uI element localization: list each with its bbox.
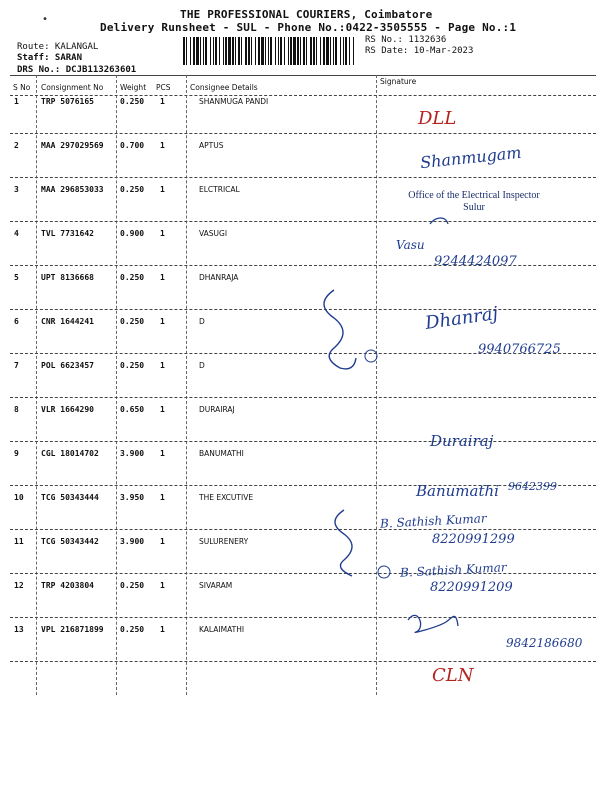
row-sno: 3 bbox=[14, 185, 19, 194]
row-pcs: 1 bbox=[160, 625, 165, 634]
row-pcs: 1 bbox=[160, 361, 165, 370]
barcode-bar bbox=[280, 37, 282, 65]
row-pcs: 1 bbox=[160, 141, 165, 150]
barcode-bar bbox=[300, 37, 301, 65]
barcode-bar bbox=[330, 37, 331, 65]
row-consignment-no: TCG 50343444 bbox=[41, 493, 99, 502]
header-pcs: PCS bbox=[156, 83, 171, 92]
row-sno: 13 bbox=[14, 625, 24, 634]
row-consignee: ELCTRICAL bbox=[199, 185, 240, 194]
barcode-bar bbox=[186, 37, 187, 65]
table-row bbox=[10, 97, 596, 141]
barcode-bar bbox=[320, 37, 321, 65]
handwritten-phone: 9642399 bbox=[508, 480, 557, 493]
barcode bbox=[183, 37, 355, 65]
handwritten-phone: 9842186680 bbox=[506, 636, 583, 650]
barcode-bar bbox=[203, 37, 204, 65]
handwritten-signature: CLN bbox=[432, 665, 474, 686]
barcode-bar bbox=[228, 37, 231, 65]
row-pcs: 1 bbox=[160, 493, 165, 502]
header-underline bbox=[10, 95, 596, 96]
row-divider bbox=[10, 397, 596, 398]
handwritten-phone: 9940766725 bbox=[478, 342, 561, 357]
row-consignment-no: CGL 18014702 bbox=[41, 449, 99, 458]
runsheet-table bbox=[10, 75, 596, 695]
row-weight: 0.250 bbox=[120, 361, 145, 370]
handwritten-signature: DLL bbox=[418, 108, 457, 129]
barcode-bar bbox=[335, 37, 337, 65]
barcode-bar bbox=[326, 37, 329, 65]
barcode-bar bbox=[284, 37, 285, 65]
barcode-bar bbox=[275, 37, 276, 65]
handwritten-signature: Vasu bbox=[396, 238, 425, 252]
barcode-bar bbox=[223, 37, 224, 65]
row-divider bbox=[10, 661, 596, 662]
row-consignment-no: MAA 296853033 bbox=[41, 185, 104, 194]
header-consignment: Consignment No bbox=[41, 83, 104, 92]
handwritten-signature: Shanmugam bbox=[419, 142, 523, 173]
row-weight: 0.700 bbox=[120, 141, 145, 150]
barcode-bar bbox=[232, 37, 234, 65]
barcode-bar bbox=[213, 37, 214, 65]
row-pcs: 1 bbox=[160, 229, 165, 238]
table-row bbox=[10, 493, 596, 537]
barcode-bar bbox=[323, 37, 325, 65]
barcode-bar bbox=[193, 37, 195, 65]
drs-number: DRS No.: DCJB113263601 bbox=[17, 65, 137, 75]
row-weight: 3.900 bbox=[120, 449, 145, 458]
row-consignee: THE EXCUTIVE bbox=[199, 493, 254, 502]
row-sno: 11 bbox=[14, 537, 24, 546]
barcode-bar bbox=[196, 37, 199, 65]
row-consignment-no: MAA 297029569 bbox=[41, 141, 104, 150]
barcode-bar bbox=[313, 37, 315, 65]
row-consignee: D bbox=[199, 361, 205, 370]
stamp-line: Office of the Electrical Inspector bbox=[408, 190, 540, 201]
table-row bbox=[10, 405, 596, 449]
barcode-bar bbox=[255, 37, 256, 65]
handwritten-signature: Dhanraj bbox=[423, 303, 500, 334]
row-consignee: SULURENERY bbox=[199, 537, 249, 546]
row-pcs: 1 bbox=[160, 317, 165, 326]
row-consignee: D bbox=[199, 317, 205, 326]
barcode-bar bbox=[215, 37, 217, 65]
row-weight: 0.900 bbox=[120, 229, 145, 238]
row-consignment-no: VPL 216871899 bbox=[41, 625, 104, 634]
row-sno: 7 bbox=[14, 361, 19, 370]
row-weight: 0.250 bbox=[120, 625, 145, 634]
row-sno: 9 bbox=[14, 449, 19, 458]
barcode-bar bbox=[303, 37, 305, 65]
handwritten-signature: Banumathi bbox=[416, 482, 499, 500]
table-row bbox=[10, 361, 596, 405]
handwritten-phone: 8220991209 bbox=[430, 580, 513, 595]
barcode-bar bbox=[349, 37, 350, 65]
row-pcs: 1 bbox=[160, 97, 165, 106]
barcode-bar bbox=[183, 37, 185, 65]
row-consignee: SIVARAM bbox=[199, 581, 233, 590]
row-pcs: 1 bbox=[160, 537, 165, 546]
row-weight: 3.950 bbox=[120, 493, 145, 502]
row-weight: 0.250 bbox=[120, 273, 145, 282]
row-sno: 10 bbox=[14, 493, 24, 502]
barcode-bar bbox=[261, 37, 264, 65]
row-pcs: 1 bbox=[160, 273, 165, 282]
row-divider bbox=[10, 309, 596, 310]
stamp-line: Sulur bbox=[463, 202, 485, 213]
runsheet-title: Delivery Runsheet - SUL - Phone No.:0422-3505555 - Page No.:1 bbox=[100, 21, 517, 34]
barcode-bar bbox=[353, 37, 354, 65]
handwritten-name: B. Sathish Kumar bbox=[399, 560, 507, 580]
row-weight: 0.250 bbox=[120, 185, 145, 194]
handwritten-name: B. Sathish Kumar bbox=[379, 511, 487, 531]
row-weight: 0.250 bbox=[120, 97, 145, 106]
barcode-bar bbox=[278, 37, 279, 65]
row-consignment-no: POL 6623457 bbox=[41, 361, 94, 370]
row-sno: 6 bbox=[14, 317, 19, 326]
barcode-bar bbox=[200, 37, 201, 65]
row-consignee: SHANMUGA PANDI bbox=[199, 97, 269, 106]
barcode-bar bbox=[241, 37, 242, 65]
barcode-bar bbox=[340, 37, 341, 65]
barcode-bar bbox=[248, 37, 250, 65]
row-consignment-no: TVL 7731642 bbox=[41, 229, 94, 238]
row-divider bbox=[10, 441, 596, 442]
row-consignment-no: VLR 1664290 bbox=[41, 405, 94, 414]
row-sno: 12 bbox=[14, 581, 24, 590]
row-divider bbox=[10, 573, 596, 574]
barcode-bar bbox=[288, 37, 289, 65]
row-pcs: 1 bbox=[160, 405, 165, 414]
barcode-bar bbox=[251, 37, 252, 65]
barcode-bar bbox=[316, 37, 317, 65]
rs-date: RS Date: 10-Mar-2023 bbox=[365, 46, 474, 56]
row-divider bbox=[10, 133, 596, 134]
row-pcs: 1 bbox=[160, 185, 165, 194]
route-label: Route: KALANGAL bbox=[17, 42, 99, 52]
office-stamp bbox=[394, 190, 554, 214]
barcode-bar bbox=[270, 37, 272, 65]
header-signature: Signature bbox=[380, 77, 417, 86]
barcode-bar bbox=[306, 37, 307, 65]
row-consignment-no: CNR 1644241 bbox=[41, 317, 94, 326]
row-consignee: BANUMATHI bbox=[199, 449, 244, 458]
barcode-bar bbox=[245, 37, 247, 65]
barcode-bar bbox=[225, 37, 227, 65]
barcode-bar bbox=[258, 37, 260, 65]
row-consignee: DHANRAJA bbox=[199, 273, 239, 282]
row-sno: 4 bbox=[14, 229, 19, 238]
row-sno: 1 bbox=[14, 97, 19, 106]
row-consignee: VASUGI bbox=[199, 229, 228, 238]
company-title: THE PROFESSIONAL COURIERS, Coimbatore bbox=[180, 8, 433, 21]
handwritten-phone: 9244424097 bbox=[434, 254, 517, 269]
barcode-bar bbox=[190, 37, 191, 65]
row-weight: 0.650 bbox=[120, 405, 145, 414]
barcode-bar bbox=[210, 37, 211, 65]
barcode-bar bbox=[345, 37, 347, 65]
row-pcs: 1 bbox=[160, 449, 165, 458]
row-consignment-no: TRP 5076165 bbox=[41, 97, 94, 106]
row-consignee: DURAIRAJ bbox=[199, 405, 235, 414]
row-divider bbox=[10, 221, 596, 222]
row-divider bbox=[10, 529, 596, 530]
table-top-border bbox=[10, 75, 596, 76]
barcode-bar bbox=[205, 37, 207, 65]
barcode-bar bbox=[235, 37, 236, 65]
row-divider bbox=[10, 177, 596, 178]
header-sno: S No bbox=[13, 83, 31, 92]
row-consignment-no: TRP 4203804 bbox=[41, 581, 94, 590]
barcode-bar bbox=[268, 37, 269, 65]
row-consignment-no: TCG 50343442 bbox=[41, 537, 99, 546]
header-weight: Weight bbox=[120, 83, 147, 92]
row-consignee: KALAIMATHI bbox=[199, 625, 245, 634]
handwritten-signature: Durairaj bbox=[430, 432, 494, 450]
barcode-bar bbox=[238, 37, 240, 65]
row-consignment-no: UPT 8136668 bbox=[41, 273, 94, 282]
rs-number: RS No.: 1132636 bbox=[365, 35, 447, 45]
table-row bbox=[10, 273, 596, 317]
staff-label: Staff: SARAN bbox=[17, 53, 83, 63]
barcode-bar bbox=[290, 37, 292, 65]
barcode-bar bbox=[219, 37, 220, 65]
barcode-bar bbox=[343, 37, 344, 65]
barcode-bar bbox=[265, 37, 266, 65]
header-consignee: Consignee Details bbox=[190, 83, 258, 92]
row-sno: 5 bbox=[14, 273, 19, 282]
row-weight: 0.250 bbox=[120, 317, 145, 326]
row-consignee: APTUS bbox=[199, 141, 224, 150]
barcode-bar bbox=[293, 37, 296, 65]
handwritten-phone: 8220991299 bbox=[432, 532, 515, 547]
row-sno: 8 bbox=[14, 405, 19, 414]
row-weight: 3.900 bbox=[120, 537, 145, 546]
row-sno: 2 bbox=[14, 141, 19, 150]
row-weight: 0.250 bbox=[120, 581, 145, 590]
barcode-bar bbox=[333, 37, 334, 65]
row-divider bbox=[10, 617, 596, 618]
barcode-bar bbox=[297, 37, 299, 65]
row-pcs: 1 bbox=[160, 581, 165, 590]
barcode-bar bbox=[310, 37, 312, 65]
corner-mark: • bbox=[42, 14, 49, 25]
